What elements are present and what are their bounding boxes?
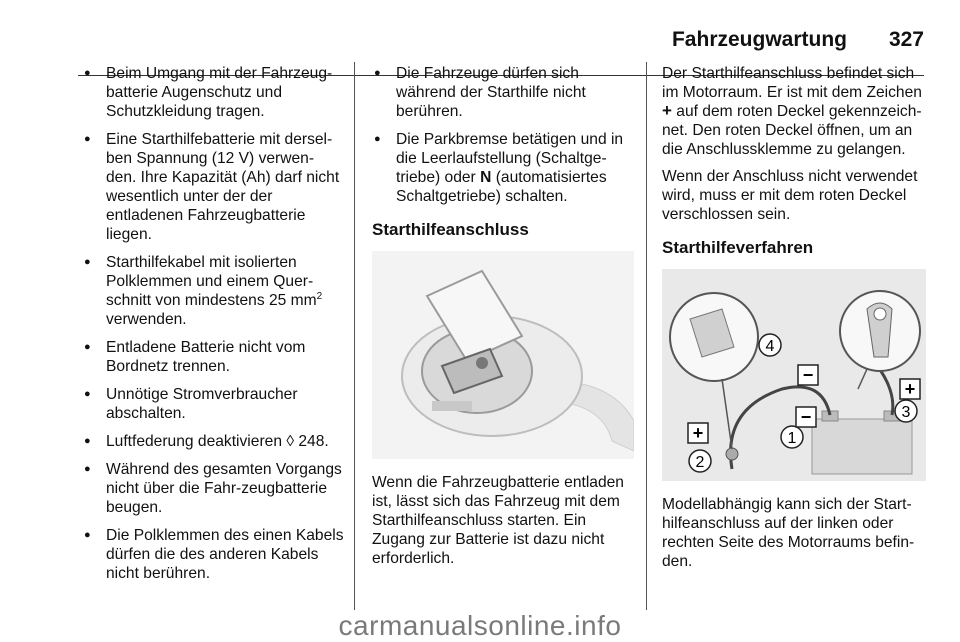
- bullet-item: ● Beim Umgang mit der Fahrzeug-batterie Augenschutz und Schutzkleidung tragen.: [82, 64, 344, 121]
- paragraph: [662, 64, 926, 159]
- cross-reference-link[interactable]: Luftfederung deaktivieren ◊ 248.: [106, 433, 329, 450]
- paragraph: Modellabhängig kann sich der Start-hilfeanschluss auf der linken oder rechten Seite des Motorraums befin-den.: [662, 496, 915, 570]
- section-heading: Starthilfeverfahren: [662, 238, 814, 257]
- plus-icon: +: [662, 101, 672, 120]
- jump-start-procedure-figure: [662, 269, 924, 481]
- connector-illustration: [372, 251, 634, 459]
- bullet-text: Starthilfekabel mit isolierten Polklemmen und einem Quer-schnitt von mindestens 25 mm: [106, 254, 317, 309]
- callout-label-4: 4: [765, 338, 775, 355]
- bullet-item: ● Unnötige Stromverbraucher abschalten.: [82, 385, 344, 423]
- bullet-item[interactable]: [82, 432, 344, 451]
- column-left: [82, 64, 344, 592]
- column-right: [662, 64, 926, 579]
- polarity-sign: −: [800, 407, 812, 427]
- bullet-item: ● Die Fahrzeuge dürfen sich während der Starthilfe nicht berühren.: [372, 64, 634, 121]
- page-header: [0, 24, 960, 54]
- polarity-sign: +: [692, 423, 704, 443]
- watermark: carmanualsonline.info: [338, 610, 622, 641]
- callout-label-3: 3: [901, 404, 911, 421]
- bullet-text: Die Parkbremse betätigen und in die Leerlaufstellung (Schaltge-triebe) oder: [396, 131, 624, 186]
- bullet-item: [372, 130, 634, 206]
- section-heading: Starthilfeanschluss: [372, 220, 529, 239]
- paragraph-text: Der Starthilfeanschluss befindet sich im Motorraum. Er ist mit dem Zeichen: [662, 65, 922, 101]
- gear-n-mark: N: [480, 169, 492, 186]
- bullet-text-tail: verwenden.: [106, 311, 187, 328]
- bullet-text-tail: (automatisiertes Schaltgetriebe) schalten.: [396, 169, 607, 205]
- page-number: 327: [888, 28, 924, 51]
- column-middle: [372, 64, 634, 576]
- callout-label-1: 1: [787, 430, 797, 447]
- paragraph-text-tail: auf dem roten Deckel gekennzeich-net. Den roten Deckel öffnen, um an die Anschlussklemme zu gelangen.: [662, 103, 922, 158]
- bullet-item: ● Die Polklemmen des einen Kabels dürfen die des anderen Kabels nicht berühren.: [82, 526, 344, 583]
- bullet-item: ● Während des gesamten Vorgangs nicht über die Fahr-zeugbatterie beugen.: [82, 460, 344, 517]
- bullet-item: [82, 253, 344, 329]
- bullet-item: ● Eine Starthilfebatterie mit dersel-ben Spannung (12 V) verwen-den. Ihre Kapazität (Ah) darf nicht wesentlich unter der der entladenen Fahrzeugbatterie liegen.: [82, 130, 344, 244]
- column-divider-1: [354, 62, 355, 610]
- procedure-illustration: [662, 269, 926, 481]
- jump-start-connector-figure: [372, 251, 634, 459]
- polarity-sign: +: [904, 379, 916, 399]
- column-divider-2: [646, 62, 647, 610]
- paragraph: Wenn der Anschluss nicht verwendet wird, muss er mit dem roten Deckel verschlossen sein.: [662, 168, 918, 223]
- page-title: Fahrzeugwartung: [671, 28, 847, 51]
- paragraph: Wenn die Fahrzeugbatterie entladen ist, lässt sich das Fahrzeug mit dem Starthilfeanschluss starten. Ein Zugang zur Batterie ist dazu nicht erforderlich.: [372, 474, 624, 567]
- superscript: 2: [316, 290, 323, 302]
- callout-label-2: 2: [695, 454, 705, 471]
- polarity-sign: −: [802, 365, 814, 385]
- bullet-item: ● Entladene Batterie nicht vom Bordnetz trennen.: [82, 338, 344, 376]
